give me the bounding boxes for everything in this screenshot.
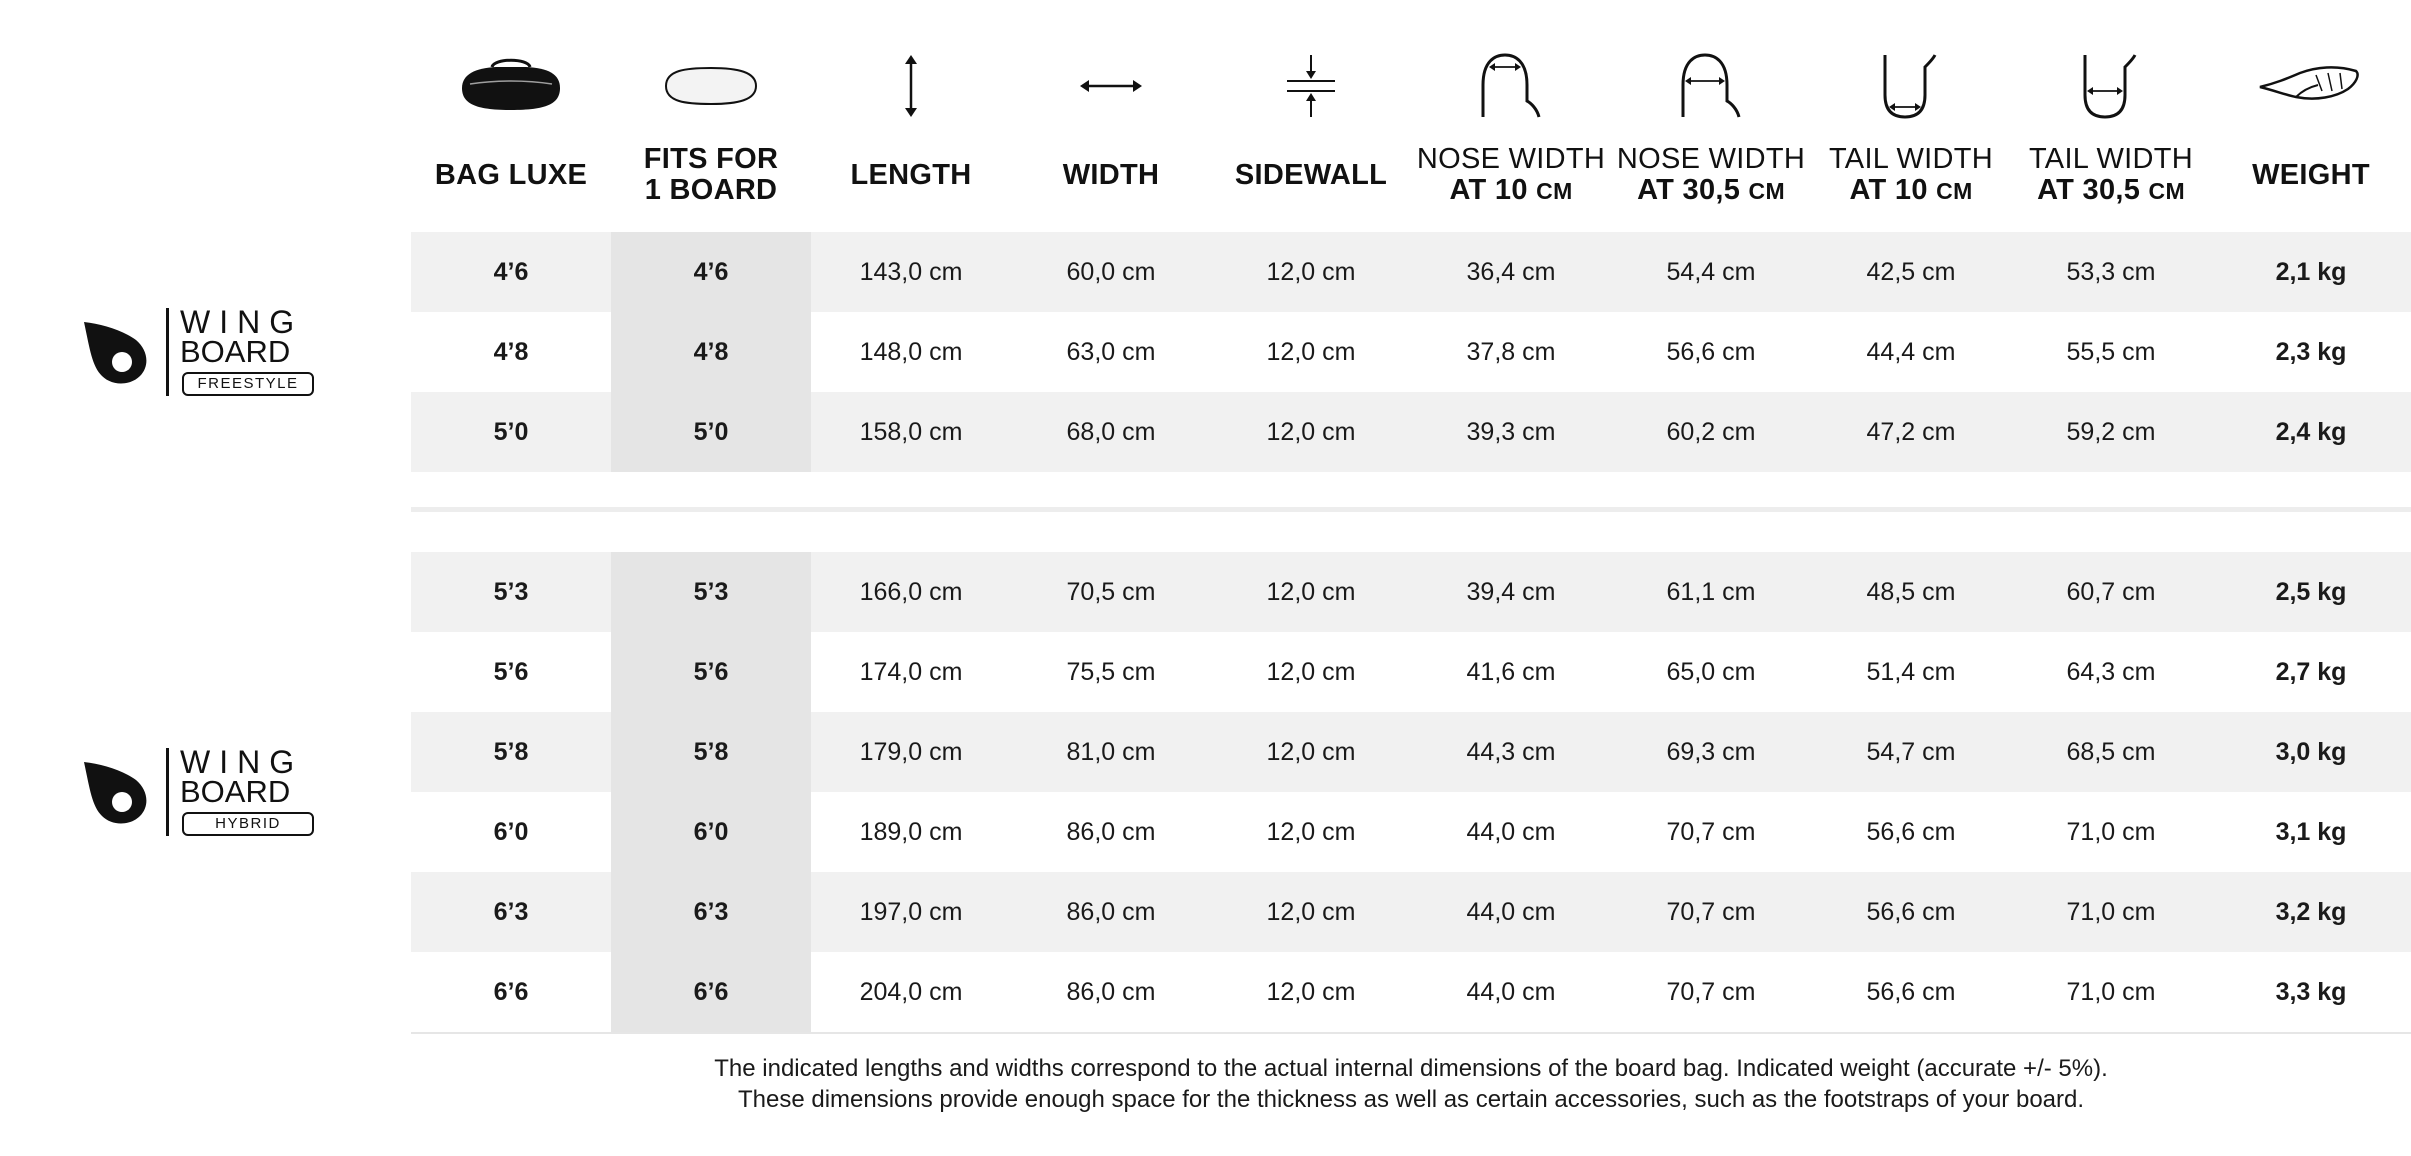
cell-bag-size: 4’6	[493, 257, 529, 286]
cell-tail-width-30: 53,3 cm	[2066, 257, 2156, 286]
cell-tail-width-30: 71,0 cm	[2066, 817, 2156, 846]
cell-tail-width-10: 56,6 cm	[1866, 897, 1956, 926]
cell-nose-width-10: 39,3 cm	[1466, 417, 1556, 446]
logo-badge: FREESTYLE	[182, 372, 314, 396]
cell-sidewall: 12,0 cm	[1266, 737, 1356, 766]
cell-tail-width-30: 59,2 cm	[2066, 417, 2156, 446]
cell-nose-width-30: 60,2 cm	[1666, 417, 1756, 446]
header-length: LENGTH	[850, 158, 972, 191]
cell-length: 148,0 cm	[859, 337, 963, 366]
logo-divider	[166, 748, 169, 836]
bag-icon	[411, 46, 611, 126]
header-bag-luxe: BAG LUXE	[434, 158, 588, 191]
header-tail-width-30: TAIL WIDTH AT 30,5 CM	[2028, 142, 2194, 206]
cell-width: 81,0 cm	[1066, 737, 1156, 766]
cell-fits-size: 6’6	[693, 977, 729, 1006]
group-separator	[411, 507, 2411, 512]
header-weight: WEIGHT	[2252, 158, 2370, 191]
logo-wing-text: WING	[180, 744, 304, 780]
tail-width-icon	[2011, 46, 2211, 126]
cell-weight: 2,4 kg	[2275, 417, 2347, 446]
cell-fits-size: 5’0	[693, 417, 729, 446]
cell-tail-width-10: 47,2 cm	[1866, 417, 1956, 446]
cell-width: 75,5 cm	[1066, 657, 1156, 686]
cell-sidewall: 12,0 cm	[1266, 657, 1356, 686]
cell-tail-width-10: 51,4 cm	[1866, 657, 1956, 686]
cell-width: 60,0 cm	[1066, 257, 1156, 286]
cell-bag-size: 6’3	[493, 897, 529, 926]
cell-sidewall: 12,0 cm	[1266, 577, 1356, 606]
cell-sidewall: 12,0 cm	[1266, 337, 1356, 366]
cell-width: 63,0 cm	[1066, 337, 1156, 366]
logo-wing-text: WING	[180, 304, 304, 340]
cell-tail-width-30: 71,0 cm	[2066, 897, 2156, 926]
cell-nose-width-30: 70,7 cm	[1666, 817, 1756, 846]
cell-nose-width-10: 36,4 cm	[1466, 257, 1556, 286]
cell-nose-width-10: 44,0 cm	[1466, 977, 1556, 1006]
flame-logo-icon	[82, 760, 152, 830]
cell-weight: 2,3 kg	[2275, 337, 2347, 366]
cell-weight: 3,3 kg	[2275, 977, 2347, 1006]
table-bottom-rule	[411, 1032, 2411, 1034]
cell-sidewall: 12,0 cm	[1266, 977, 1356, 1006]
nose-width-icon	[1411, 46, 1611, 126]
cell-fits-size: 5’3	[693, 577, 729, 606]
length-arrow-icon	[811, 46, 1011, 126]
cell-tail-width-10: 44,4 cm	[1866, 337, 1956, 366]
cell-nose-width-30: 61,1 cm	[1666, 577, 1756, 606]
cell-bag-size: 5’8	[493, 737, 529, 766]
cell-nose-width-10: 37,8 cm	[1466, 337, 1556, 366]
cell-tail-width-10: 48,5 cm	[1866, 577, 1956, 606]
header-nose-width-30: NOSE WIDTH AT 30,5 CM	[1616, 142, 1806, 206]
cell-nose-width-10: 39,4 cm	[1466, 577, 1556, 606]
cell-nose-width-30: 54,4 cm	[1666, 257, 1756, 286]
tail-width-icon	[1811, 46, 2011, 126]
cell-sidewall: 12,0 cm	[1266, 897, 1356, 926]
cell-fits-size: 4’6	[693, 257, 729, 286]
cell-width: 70,5 cm	[1066, 577, 1156, 606]
cell-tail-width-30: 68,5 cm	[2066, 737, 2156, 766]
header-fits-for: FITS FOR 1 BOARD	[643, 143, 779, 206]
cell-tail-width-30: 64,3 cm	[2066, 657, 2156, 686]
cell-nose-width-30: 69,3 cm	[1666, 737, 1756, 766]
cell-nose-width-30: 65,0 cm	[1666, 657, 1756, 686]
cell-weight: 2,7 kg	[2275, 657, 2347, 686]
flame-logo-icon	[82, 320, 152, 390]
sidewall-icon	[1211, 46, 1411, 126]
cell-sidewall: 12,0 cm	[1266, 257, 1356, 286]
cell-weight: 3,1 kg	[2275, 817, 2347, 846]
cell-length: 179,0 cm	[859, 737, 963, 766]
cell-length: 197,0 cm	[859, 897, 963, 926]
cell-nose-width-30: 56,6 cm	[1666, 337, 1756, 366]
cell-length: 143,0 cm	[859, 257, 963, 286]
cell-width: 86,0 cm	[1066, 977, 1156, 1006]
cell-length: 204,0 cm	[859, 977, 963, 1006]
cell-nose-width-10: 44,3 cm	[1466, 737, 1556, 766]
width-arrow-icon	[1011, 46, 1211, 126]
cell-tail-width-10: 54,7 cm	[1866, 737, 1956, 766]
cell-weight: 3,2 kg	[2275, 897, 2347, 926]
cell-weight: 2,5 kg	[2275, 577, 2347, 606]
cell-width: 68,0 cm	[1066, 417, 1156, 446]
cell-length: 166,0 cm	[859, 577, 963, 606]
wing-board-freestyle-logo	[82, 302, 322, 402]
cell-weight: 3,0 kg	[2275, 737, 2347, 766]
feather-icon	[2211, 46, 2411, 126]
cell-length: 158,0 cm	[859, 417, 963, 446]
wing-board-hybrid-logo	[82, 742, 322, 842]
cell-tail-width-30: 71,0 cm	[2066, 977, 2156, 1006]
nose-width-icon	[1611, 46, 1811, 126]
header-nose-width-10: NOSE WIDTH AT 10 CM	[1416, 142, 1606, 206]
cell-bag-size: 6’0	[493, 817, 529, 846]
cell-fits-size: 6’0	[693, 817, 729, 846]
cell-fits-size: 5’8	[693, 737, 729, 766]
cell-tail-width-30: 55,5 cm	[2066, 337, 2156, 366]
header-width: WIDTH	[1062, 158, 1160, 191]
cell-bag-size: 5’0	[493, 417, 529, 446]
cell-tail-width-10: 56,6 cm	[1866, 977, 1956, 1006]
cell-tail-width-10: 56,6 cm	[1866, 817, 1956, 846]
cell-fits-size: 6’3	[693, 897, 729, 926]
cell-tail-width-10: 42,5 cm	[1866, 257, 1956, 286]
cell-nose-width-10: 44,0 cm	[1466, 817, 1556, 846]
cell-bag-size: 6’6	[493, 977, 529, 1006]
cell-tail-width-30: 60,7 cm	[2066, 577, 2156, 606]
cell-nose-width-10: 41,6 cm	[1466, 657, 1556, 686]
cell-nose-width-30: 70,7 cm	[1666, 897, 1756, 926]
cell-length: 174,0 cm	[859, 657, 963, 686]
cell-sidewall: 12,0 cm	[1266, 817, 1356, 846]
footnote-line-1: The indicated lengths and widths correspond to the actual internal dimensions of the board bag. Indicated weight (accurate +/- 5%).	[714, 1055, 2108, 1082]
logo-board-text: BOARD	[180, 334, 291, 369]
logo-badge: HYBRID	[182, 812, 314, 836]
cell-bag-size: 4’8	[493, 337, 529, 366]
header-tail-width-10: TAIL WIDTH AT 10 CM	[1828, 142, 1994, 206]
cell-sidewall: 12,0 cm	[1266, 417, 1356, 446]
board-icon	[611, 46, 811, 126]
cell-nose-width-30: 70,7 cm	[1666, 977, 1756, 1006]
header-sidewall: SIDEWALL	[1234, 158, 1388, 191]
cell-weight: 2,1 kg	[2275, 257, 2347, 286]
logo-divider	[166, 308, 169, 396]
cell-bag-size: 5’6	[493, 657, 529, 686]
footnote-line-2: These dimensions provide enough space for the thickness as well as certain accessories, such as the footstraps of your board.	[737, 1086, 2085, 1113]
cell-fits-size: 5’6	[693, 657, 729, 686]
cell-width: 86,0 cm	[1066, 817, 1156, 846]
cell-bag-size: 5’3	[493, 577, 529, 606]
cell-width: 86,0 cm	[1066, 897, 1156, 926]
cell-fits-size: 4’8	[693, 337, 729, 366]
logo-board-text: BOARD	[180, 774, 291, 809]
cell-length: 189,0 cm	[859, 817, 963, 846]
cell-nose-width-10: 44,0 cm	[1466, 897, 1556, 926]
